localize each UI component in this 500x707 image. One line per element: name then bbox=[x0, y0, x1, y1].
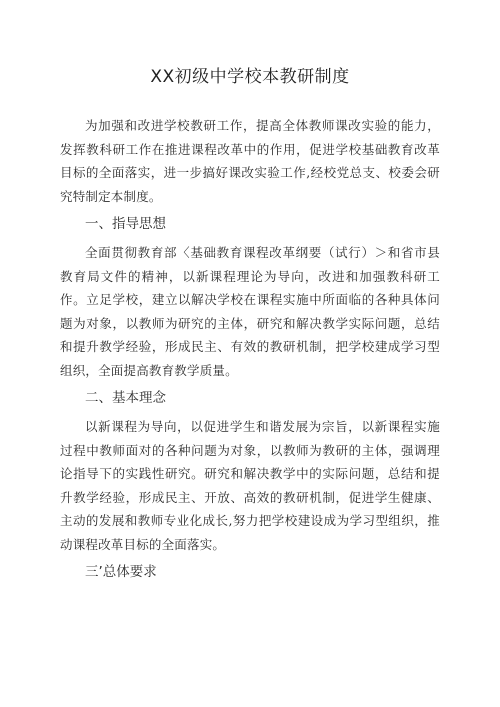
document-title: XX初级中学校本教研制度 bbox=[150, 67, 350, 87]
section-heading-basic-concept: 二、基本理念 bbox=[85, 390, 166, 406]
section-heading-guiding-ideology: 一、指导思想 bbox=[85, 216, 166, 232]
section-heading-general-requirements: 三’总体要求 bbox=[85, 564, 157, 580]
section-body-guiding-ideology: 全面贯彻教育部〈基础教育课程改革纲要（试行）＞和省市县教育局文件的精神，以新课程理论为导向，改进和加强教科研工作。立足学校，建立以解决学校在课程实施中所面临的各种具体问题为对象，以教师为研究的主体，研究和解决教学实际问题，总结和提升教学经验，形成民主、有效的教研机制，把学校建成学习型组织，全面提高教育教学质量。 bbox=[60, 245, 440, 378]
intro-paragraph: 为加强和改进学校教研工作，提高全体教师课改实验的能力，发挥教科研工作在推进课程改革中的作用，促进学校基础教育改革目标的全面落实，进一步搞好课改实验工作,经校党总支、校委会研究特制定本制度。 bbox=[60, 118, 440, 204]
document-body bbox=[60, 114, 440, 589]
section-body-basic-concept: 以新课程为导向，以促进学生和谐发展为宗旨，以新课程实施过程中教师面对的各种问题为对象，以教师为教研的主体，强调理论指导下的实践性研究。研究和解决教学中的实际问题，总结和提升教学经验，形成民主、开放、高效的教研机制，促进学生健康、主动的发展和教师专业化成长,努力把学校建设成为学习型组织，推动课程改革目标的全面落实。 bbox=[60, 419, 440, 552]
